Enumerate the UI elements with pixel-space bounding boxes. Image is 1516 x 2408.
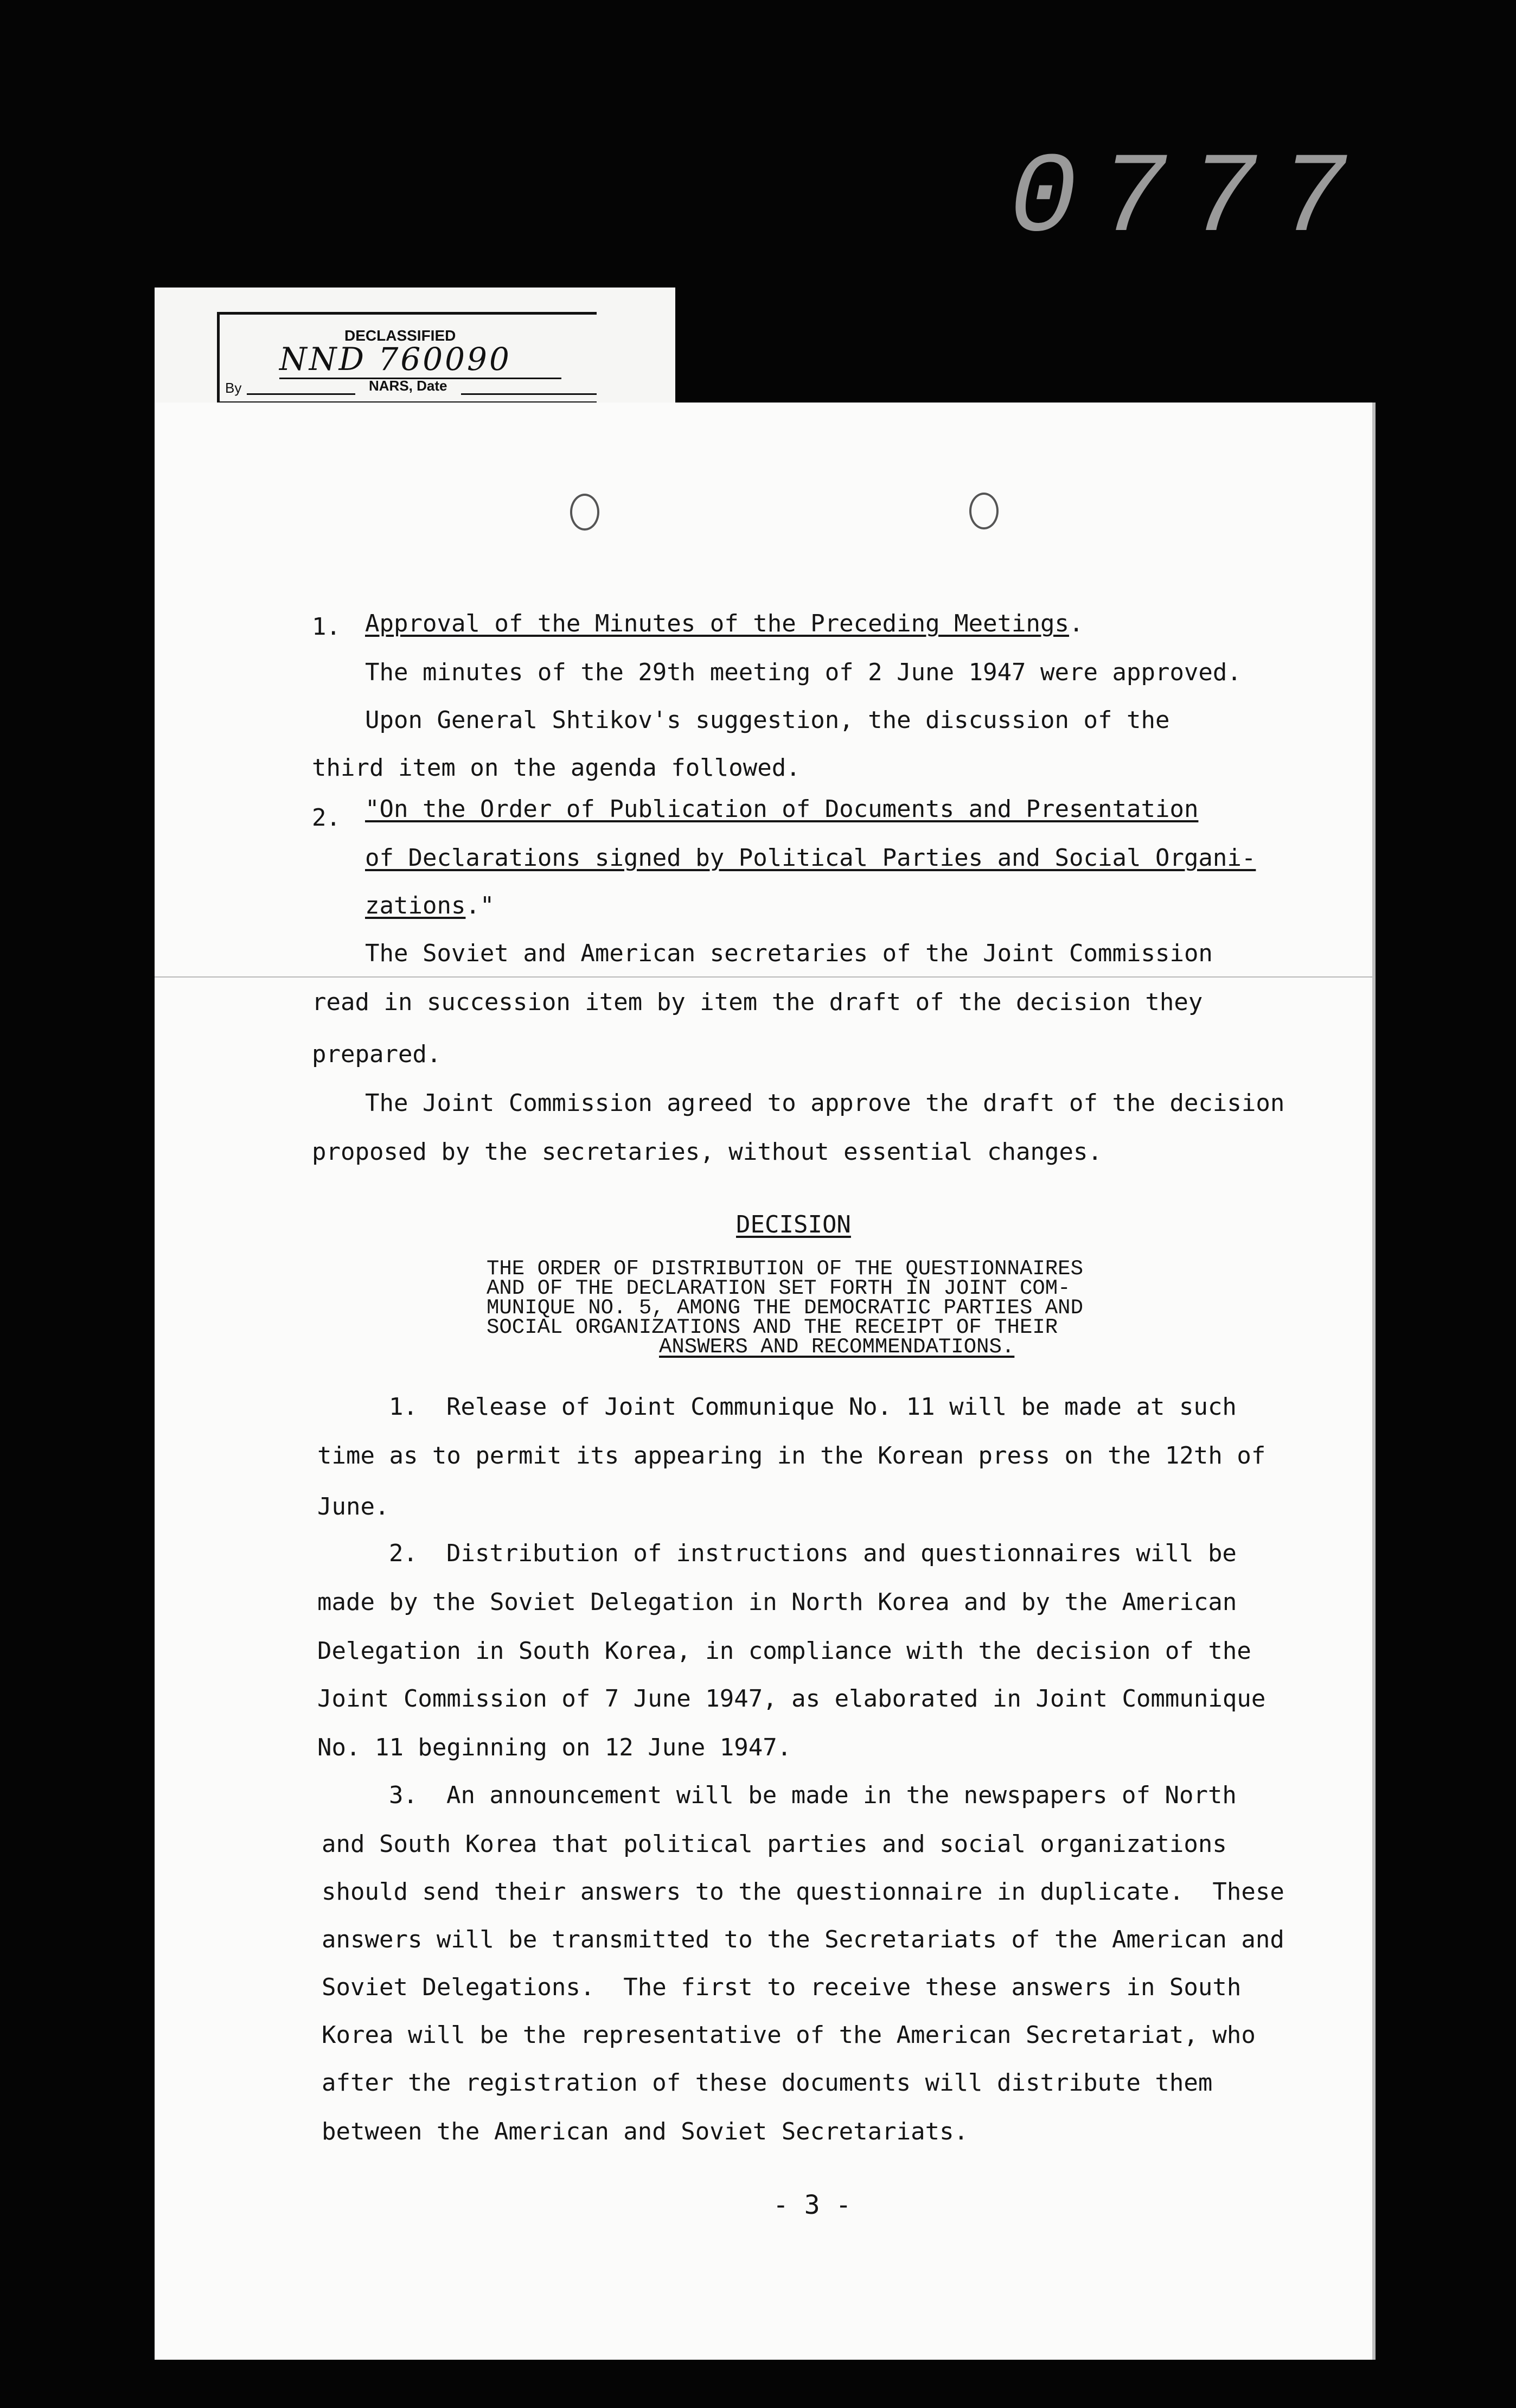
date-signature-line [461,393,597,395]
paragraph-secretaries-c: prepared. [312,1040,442,1068]
decision-heading-line-2: AND OF THE DECLARATION SET FORTH IN JOINT COM- [487,1276,1071,1300]
decision-heading-line-1: THE ORDER OF DISTRIBUTION OF THE QUESTIONNAIRES [487,1257,1083,1281]
decision-item-1-line-1: 1. Release of Joint Communique No. 11 will be made at such [389,1393,1237,1421]
document-page [155,403,1376,2360]
paragraph-shtikov-b: third item on the agenda followed. [312,754,801,782]
item-1-title-end: . [1069,610,1084,637]
decision-item-3-line-3: should send their answers to the questionnaire in duplicate. These [322,1878,1284,1906]
item-2-title-line-3: zations." [365,892,495,919]
decision-item-3-line-1: 3. An announcement will be made in the newspapers of North [389,1781,1237,1809]
paragraph-secretaries-a: The Soviet and American secretaries of the Joint Commission [365,940,1213,967]
item-1-title: Approval of the Minutes of the Preceding Meetings [365,610,1070,637]
nnd-number: NND 760090 [279,341,561,379]
paragraph-commission-b: proposed by the secretaries, without essential changes. [312,1138,1102,1166]
page-number: - 3 - [773,2190,852,2220]
nars-date-label: NARS, Date [369,378,447,394]
decision-title: DECISION [736,1211,851,1238]
decision-heading-line-4: SOCIAL ORGANIZATIONS AND THE RECEIPT OF THEIR [487,1315,1058,1339]
declassified-label: DECLASSIFIED [344,327,456,344]
decision-item-3-line-8: between the American and Soviet Secretariats. [322,2118,969,2145]
punch-hole-right [969,493,999,529]
item-2-title-line-1: "On the Order of Publication of Documents and Presentation [365,795,1199,823]
decision-item-3-line-5: Soviet Delegations. The first to receive these answers in South [322,1973,1242,2001]
archive-frame-number: 0777 [1009,136,1370,265]
item-2-title-line-2: of Declarations signed by Political Parties and Social Organi- [365,844,1256,872]
decision-item-2-line-3: Delegation in South Korea, in compliance with the decision of the [317,1637,1251,1665]
paragraph-minutes: The minutes of the 29th meeting of 2 June 1947 were approved. [365,659,1242,686]
paragraph-secretaries-b: read in succession item by item the draft of the decision they [312,988,1203,1016]
decision-item-2-line-2: made by the Soviet Delegation in North Korea and by the American [317,1588,1237,1616]
decision-item-2-line-5: No. 11 beginning on 12 June 1947. [317,1734,792,1761]
decision-item-1-line-2: time as to permit its appearing in the Korean press on the 12th of [317,1442,1266,1470]
punch-hole-left [570,494,599,531]
decision-item-2-line-1: 2. Distribution of instructions and questionnaires will be [389,1540,1237,1567]
paragraph-commission-a: The Joint Commission agreed to approve the draft of the decision [365,1089,1285,1117]
decision-item-1-line-3: June. [317,1493,389,1521]
paragraph-shtikov-a: Upon General Shtikov's suggestion, the discussion of the [365,706,1170,734]
decision-item-3-line-7: after the registration of these documents will distribute them [322,2069,1213,2097]
by-label: By [225,380,242,396]
by-signature-line [247,393,355,395]
item-1-number: 1. [312,613,341,641]
item-2-number: 2. [312,804,341,832]
decision-item-3-line-4: answers will be transmitted to the Secretariats of the American and [322,1926,1284,1953]
decision-item-3-line-2: and South Korea that political parties and social organizations [322,1830,1227,1858]
item-1-heading [365,612,1084,636]
decision-item-2-line-4: Joint Commission of 7 June 1947, as elaborated in Joint Communique [317,1685,1266,1713]
decision-item-3-line-6: Korea will be the representative of the American Secretariat, who [322,2021,1256,2049]
page-fold-line [155,976,1372,978]
decision-heading-line-3: MUNIQUE NO. 5, AMONG THE DEMOCRATIC PARTIES AND [487,1296,1083,1320]
decision-heading-line-5: ANSWERS AND RECOMMENDATIONS. [659,1335,1015,1359]
